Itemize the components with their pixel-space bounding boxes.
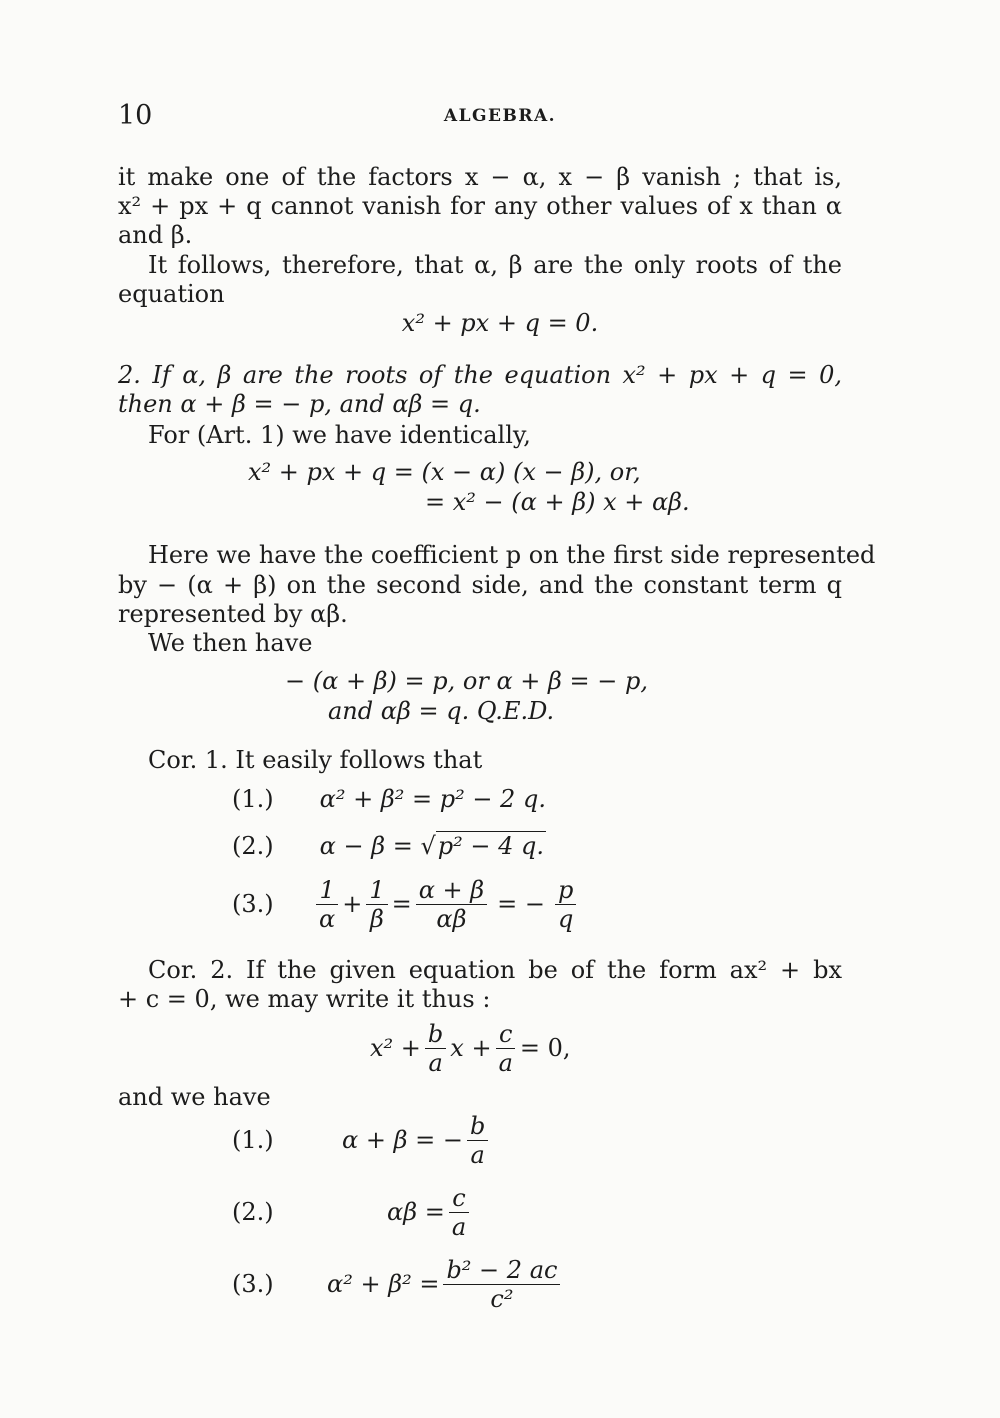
fraction: $\frac{1}{\beta}$ — [366, 878, 387, 931]
item-label: (1.) — [232, 785, 274, 813]
running-head: ALGEBRA. — [443, 106, 557, 126]
fraction: $\frac{\text{b² − 2 ac}}{\text{c²}}$ — [443, 1258, 560, 1311]
paragraph-line: For (Art. 1) we have identically, — [148, 421, 531, 449]
equation: α − β = — [319, 832, 413, 860]
paragraph-line: x² + px + q cannot vanish for any other values of x than α — [118, 192, 842, 220]
corollary-heading: Cor. 1. It easily follows that — [148, 746, 483, 774]
equation: x² + $\frac{b}{a}$ x + $\frac{c}{a}$ = 0, — [370, 1019, 571, 1077]
corollary-item: (3.) $\frac{1}{\alpha}$ + $\frac{1}{\beta}$ = $\frac{\alpha + \beta}{\alpha\beta}$ = − $\frac{p}{q}$ — [232, 872, 580, 936]
corollary-item — [232, 785, 546, 813]
paragraph-line: Here we have the coefficient p on the first side represented — [148, 541, 876, 569]
paragraph-line: equation — [118, 280, 225, 308]
paragraph-line: represented by αβ. — [118, 600, 348, 628]
paragraph-line: by − (α + β) on the second side, and the constant term q — [118, 571, 842, 599]
equation: x² + px + q = 0. — [401, 309, 599, 337]
equation: α² + β² = p² − 2 q. — [319, 785, 546, 813]
corollary-heading: Cor. 2. If the given equation be of the form ax² + bx — [148, 956, 842, 984]
corollary-item: (1.) α + β = − $\frac{b}{a}$ — [232, 1110, 492, 1170]
paragraph-line: We then have — [148, 629, 313, 657]
fraction: $\frac{1}{\alpha}$ — [316, 878, 338, 931]
page-number: 10 — [118, 100, 153, 131]
item-label: (3.) — [232, 1270, 274, 1298]
fraction: $\frac{p}{q}$ — [555, 878, 576, 931]
corollary-item: (3.) α² + β² = $\frac{\text{b² − 2 ac}}{\text{c²}}$ — [232, 1252, 564, 1316]
fraction: $\frac{b}{a}$ — [425, 1022, 446, 1075]
theorem-line: 2. If α, β are the roots of the equation x² + px + q = 0, — [118, 361, 842, 389]
sqrt-argument: p² − 4 q. — [437, 832, 545, 860]
theorem-line: then α + β = − p, and αβ = q. — [118, 390, 481, 418]
paragraph-line: + c = 0, we may write it thus : — [118, 985, 491, 1013]
equation: − (α + β) = p, or α + β = − p, — [285, 667, 648, 695]
sqrt-icon: √ — [420, 832, 436, 860]
fraction: $\frac{c}{a}$ — [449, 1186, 469, 1239]
corollary-item — [232, 832, 546, 860]
fraction: $\frac{b}{a}$ — [467, 1114, 488, 1167]
equation: and αβ = q. Q.E.D. — [328, 697, 555, 725]
item-label: (3.) — [232, 890, 274, 918]
equation: x² + px + q = (x − α) (x − β), or, — [248, 458, 641, 486]
corollary-item: (2.) αβ = $\frac{c}{a}$ — [232, 1182, 473, 1242]
item-label: (2.) — [232, 832, 274, 860]
fraction: $\frac{\alpha + \beta}{\alpha\beta}$ — [416, 878, 487, 931]
paragraph-line: and β. — [118, 221, 193, 249]
item-label: (1.) — [232, 1126, 274, 1154]
equation: = x² − (α + β) x + αβ. — [425, 488, 690, 516]
paragraph-line: it make one of the factors x − α, x − β vanish ; that is, — [118, 163, 842, 191]
paragraph-line: and we have — [118, 1083, 271, 1111]
fraction: $\frac{c}{a}$ — [496, 1022, 516, 1075]
paragraph-line: It follows, therefore, that α, β are the only roots of the — [148, 251, 842, 279]
item-label: (2.) — [232, 1198, 274, 1226]
